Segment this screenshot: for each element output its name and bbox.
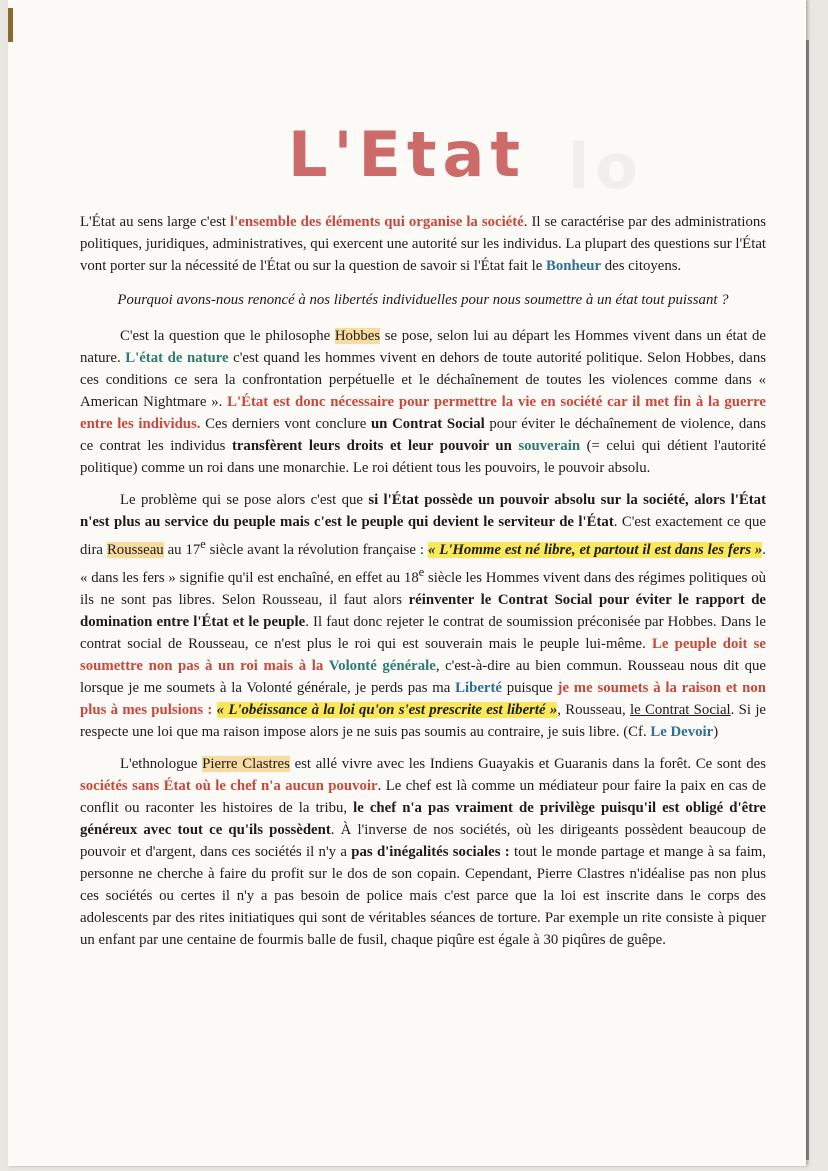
bold-phrase: réinventer le Contrat Social pour éviter le rapport de domination entre l'État et le peuple xyxy=(80,591,766,630)
keyword-volonte-generale: Volonté générale xyxy=(328,657,436,674)
text: des citoyens. xyxy=(601,258,682,274)
quote-highlight: « L'obéissance à la loi qu'on s'est prescrite est liberté » xyxy=(216,701,558,718)
text: est allé vivre avec les Indiens Guayakis et Guaranis dans la forêt. Ce sont des xyxy=(289,755,767,772)
text: . Le chef est là comme un médiateur pour faire la paix en cas de conflit ou raconter les histoires de la tribu, xyxy=(80,777,766,816)
text: . Il se caractérise par des administrations politiques, juridiques, administratives, qui exercent une autorité sur les individus. La plupart des questions sur l'État vont porter sur la nécessité de l'État ou sur la question de savoir si l'État fait le xyxy=(80,214,767,274)
work-title: le Contrat Social xyxy=(630,701,731,718)
text: . À l'inverse de nos sociétés, où les dirigeants possèdent beaucoup de pouvoir et d'argent, dans ces sociétés il n'y a xyxy=(80,821,766,860)
keyword-contrat-social: un Contrat Social xyxy=(370,416,485,432)
problem-question: Pourquoi avons-nous renoncé à nos libertés individuelles pour nous soumettre à un état tout puissant ? xyxy=(117,292,729,308)
keyword-bonheur: Bonheur xyxy=(545,258,602,274)
page-edge xyxy=(806,40,809,1160)
key-idea-red: L'État est donc nécessaire pour permettre la vie en société car il met fin à la guerre entre les individus. xyxy=(80,394,766,432)
page-title: L'Etat xyxy=(288,118,526,191)
text: puisque xyxy=(501,679,558,696)
text: Ces derniers vont conclure xyxy=(200,416,371,432)
superscript: e xyxy=(418,564,425,579)
document-body xyxy=(80,211,766,951)
text: . Si je respecte une loi que ma raison impose alors je ne suis pas soumis au contraire, je suis libre. (Cf. xyxy=(80,701,766,740)
keyword-devoir: Le Devoir xyxy=(650,723,714,740)
text: (= celui qui détient l'autorité politique) comme un roi dans une monarchie. Le roi détient tous les pouvoirs, le pouvoir absolu. xyxy=(80,438,766,476)
paragraph-hobbes xyxy=(80,325,766,479)
author-rousseau: Rousseau xyxy=(106,541,164,558)
bold-phrase: pas d'inégalités sociales : xyxy=(351,843,510,860)
text: , c'est-à-dire au bien commun. Rousseau nous dit que lorsque je me soumets à la Volonté générale, je perds pas ma xyxy=(80,657,766,696)
key-idea-red: je me soumets à la raison et non plus à mes pulsions : xyxy=(80,679,766,718)
paragraph-rousseau xyxy=(80,489,766,743)
text: . « dans les fers » signifie qu'il est enchaîné, en effet au 18 xyxy=(80,541,766,586)
author-hobbes: Hobbes xyxy=(334,328,381,344)
bold-phrase: transfèrent leurs droits et leur pouvoir un xyxy=(231,438,512,454)
keyword-etat-de-nature: L'état de nature xyxy=(125,350,229,366)
document-page xyxy=(8,0,806,1166)
text: Le problème qui se pose alors c'est que xyxy=(120,492,369,508)
key-idea-red: Le peuple doit se soumettre non pas à un roi mais à la xyxy=(80,635,766,674)
text: L'État au sens large c'est xyxy=(80,214,231,230)
bold-phrase: si l'État possède un pouvoir absolu sur la société, alors l'État n'est plus au service du peuple mais c'est le peuple qui devient le serviteur de l'État xyxy=(80,492,766,530)
paragraph-intro xyxy=(80,211,766,277)
text: siècle les Hommes vivent dans des régimes politiques où ils ne sont pas libres. Selon Rousseau, il faut alors xyxy=(80,569,766,608)
highlight-definition: l'ensemble des éléments qui organise la société xyxy=(230,214,524,230)
key-idea-red: sociétés sans État où le chef n'a aucun pouvoir xyxy=(80,777,378,794)
quote-highlight: « L'Homme est né libre, et partout il est dans les fers » xyxy=(427,541,763,558)
text: se pose, selon lui au départ les Hommes vivent dans un état de nature. xyxy=(80,328,766,366)
paragraph-clastres xyxy=(80,753,766,951)
author-clastres: Pierre Clastres xyxy=(202,755,290,772)
text: . Il faut donc rejeter le contrat de soumission préconisée par Hobbes. Dans le contrat social de Rousseau, ce n'est plus le roi qui est souverain mais le peuple lui-même. xyxy=(80,613,766,652)
text: au 17 xyxy=(163,541,201,558)
keyword-liberte: Liberté xyxy=(455,679,502,696)
text: siècle avant la révolution française : xyxy=(205,541,428,558)
text: c'est quand les hommes vivent en dehors de toute autorité politique. Selon Hobbes, dans ces conditions ce sera la confrontation perpétuelle et le déchaînement de toutes les violences comme dans « American Nightmare ». xyxy=(80,350,766,410)
superscript: e xyxy=(200,537,206,551)
text: C'est la question que le philosophe xyxy=(120,328,335,344)
binder-mark xyxy=(8,8,13,42)
bold-phrase: le chef n'a pas vraiment de privilège puisqu'il est obligé d'être généreux avec tout ce qu'ils possèdent xyxy=(80,799,766,838)
text: L'ethnologue xyxy=(120,755,203,772)
text: tout le monde partage et mange à sa faim, personne ne cherche à faire du profit sur le dos de son copain. Cependant, Pierre Clastres n'idéalise pas non plus ces sociétés ou certes il n'y a pas besoin de police mais c'est parce que la loi est inscrite dans le corps des adolescents par des rites initiatiques qui sont de véritables séances de torture. Par exemple un rite consiste à piquer un enfant par une centaine de fourmis balle de fusil, chaque piqûre est égale à 30 piqûres de guêpe. xyxy=(80,843,767,948)
keyword-souverain: souverain xyxy=(518,438,581,454)
text: ) xyxy=(713,723,719,740)
text: pour éviter le déchaînement de violence, dans ce contrat les individus xyxy=(80,416,766,454)
text: . C'est exactement ce que dira xyxy=(80,514,766,558)
text: , Rousseau, xyxy=(557,701,631,718)
